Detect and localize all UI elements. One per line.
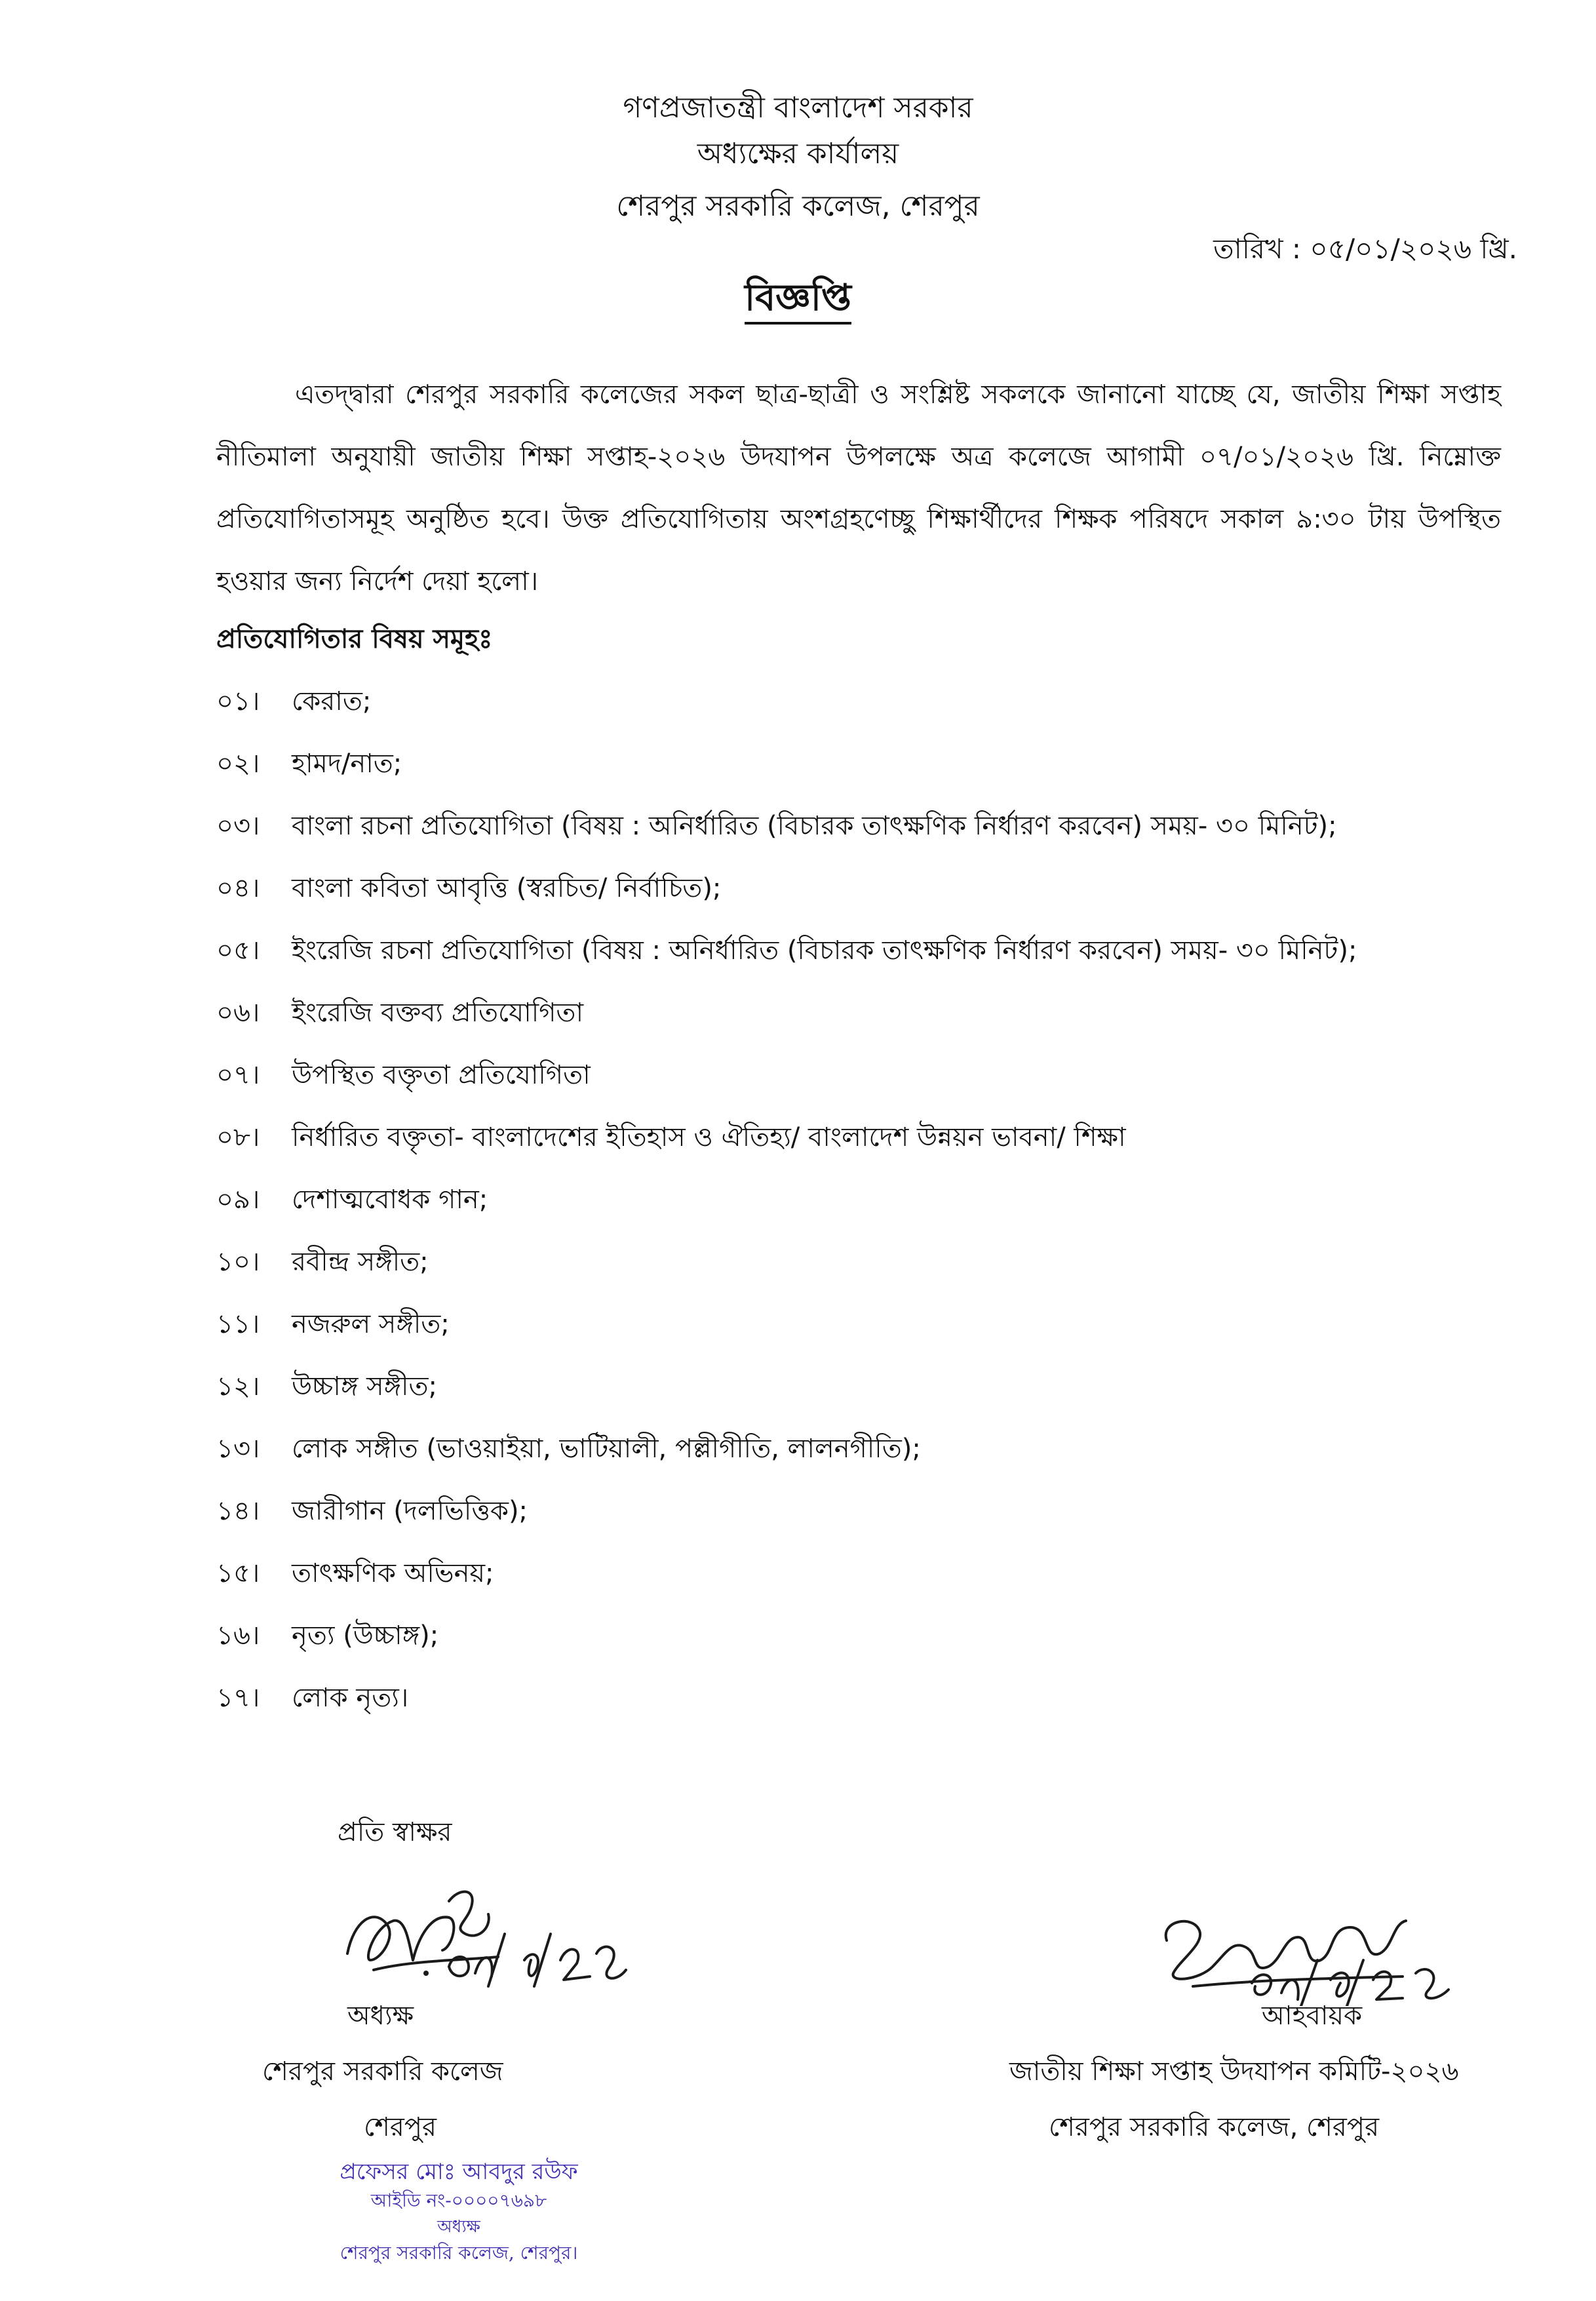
item-text: নির্ধারিত বক্তৃতা- বাংলাদেশের ইতিহাস ও ঐতিহ্য/ বাংলাদেশ উন্নয়ন ভাবনা/ শিক্ষা [292,1122,1126,1152]
item-text: নজরুল সঙ্গীত; [292,1309,450,1339]
item-text: লোক সঙ্গীত (ভাওয়াইয়া, ভাটিয়ালী, পল্লীগীতি, লালনগীতি); [292,1434,921,1464]
list-item [216,1180,1501,1242]
list-item [216,1242,1501,1305]
item-number: ০৩। [216,811,260,841]
convener-signature [1154,1901,1494,2006]
convener-committee: জাতীয় শিক্ষা সপ্তাহ উদযাপন কমিটি-২০২৬ [1009,2056,1459,2087]
list-item [216,1118,1501,1180]
college-title: শেরপুর সরকারি কলেজ, শেরপুর [616,189,980,223]
list-item [216,682,1501,744]
item-text: জারীগান (দলভিত্তিক); [292,1496,528,1526]
countersign-label: প্রতি স্বাক্ষর [338,1817,452,1847]
item-text: বাংলা কবিতা আবৃত্তি (স্বরচিত/ নির্বাচিত); [292,873,722,903]
stamp-name: প্রফেসর মোঃ আবদুর রউফ [340,2159,578,2185]
list-item [216,744,1501,806]
list-item [216,1491,1501,1554]
item-number: ১২। [216,1371,260,1402]
convener-college: শেরপুর সরকারি কলেজ, শেরপুর [1049,2112,1380,2142]
item-text: উচ্চাঙ্গ সঙ্গীত; [292,1371,437,1402]
item-text: দেশাত্মবোধক গান; [292,1185,488,1215]
list-item [216,806,1501,869]
item-text: ইংরেজি রচনা প্রতিযোগিতা (বিষয় : অনির্ধারিত (বিচারক তাৎক্ষণিক নির্ধারণ করবেন) সময়- ৩০ মিনিট); [292,935,1357,966]
item-text: বাংলা রচনা প্রতিযোগিতা (বিষয় : অনির্ধারিত (বিচারক তাৎক্ষণিক নির্ধারণ করবেন) সময়- ৩০ মিনিট); [292,811,1337,841]
list-item [216,1429,1501,1491]
item-number: ১৪। [216,1496,260,1526]
item-number: ০৮। [216,1122,260,1152]
official-stamp [295,2157,623,2267]
item-text: কেরাত; [292,686,372,717]
office-title: অধ্যক্ষের কার্যালয় [697,137,899,170]
item-number: ০২। [216,749,260,779]
topics-heading: প্রতিযোগিতার বিষয় সমূহঃ [216,624,493,654]
stamp-college: শেরপুর সরকারি কলেজ, শেরপুর। [340,2242,578,2264]
item-number: ০৯। [216,1185,260,1215]
principal-signature [334,1862,701,1993]
notice-date: তারিখ : ০৫/০১/২০২৬ খ্রি. [1213,233,1517,265]
item-number: ১৫। [216,1558,260,1588]
item-number: ০৭। [216,1060,260,1090]
stamp-id: আইডি নং-০০০০৭৬৯৮ [370,2190,547,2211]
list-item [216,993,1501,1055]
item-number: ১৭। [216,1683,260,1713]
list-item [216,1678,1501,1740]
list-item [216,1055,1501,1118]
principal-college: শেরপুর সরকারি কলেজ [262,2056,503,2087]
item-number: ১১। [216,1309,260,1339]
convener-title: আহবায়ক [1262,2001,1363,2031]
list-item [216,1554,1501,1616]
item-number: ০৬। [216,998,260,1028]
principal-title: অধ্যক্ষ [347,2001,414,2031]
notice-title [0,272,1596,324]
competition-list [216,682,1501,1740]
item-number: ১৬। [216,1621,260,1651]
notice-body: এতদ্দ্বারা শেরপুর সরকারি কলেজের সকল ছাত্র-ছাত্রী ও সংশ্লিষ্ট সকলকে জানানো যাচ্ছে যে, জাতীয় শিক্ষা সপ্তাহ নীতিমালা অনুযায়ী জাতীয় শিক্ষা সপ্তাহ-২০২৬ উদযাপন উপলক্ষে অত্র কলেজে আগামী ০৭/০১/২০২৬ খ্রি. নিম্নোক্ত প্রতিযোগিতাসমূহ অনুষ্ঠিত হবে। উক্ত প্রতিযোগিতায় অংশগ্রহণেচ্ছু শিক্ষার্থীদের শিক্ষক পরিষদে সকাল ৯:৩০ টায় উপস্থিত হওয়ার জন্য নির্দেশ দেয়া হলো। [216,380,1501,597]
item-number: ১০। [216,1247,260,1277]
item-number: ০৫। [216,935,260,966]
stamp-title: অধ্যক্ষ [437,2217,480,2237]
item-text: ইংরেজি বক্তব্য প্রতিযোগিতা [292,998,584,1028]
item-number: ০৪। [216,873,260,903]
item-text: তাৎক্ষণিক অভিনয়; [292,1558,494,1588]
item-number: ০১। [216,686,260,717]
list-item [216,869,1501,931]
notice-title-text: বিজ্ঞপ্তি [745,277,851,324]
item-number: ১৩। [216,1434,260,1464]
government-title: গণপ্রজাতন্ত্রী বাংলাদেশ সরকার [623,91,973,125]
item-text: রবীন্দ্র সঙ্গীত; [292,1247,429,1277]
item-text: লোক নৃত্য। [292,1683,409,1713]
principal-town: শেরপুর [364,2112,437,2142]
list-item [216,1616,1501,1678]
item-text: নৃত্য (উচ্চাঙ্গ); [292,1621,439,1651]
item-text: হামদ/নাত; [292,749,402,779]
item-text: উপস্থিত বক্তৃতা প্রতিযোগিতা [292,1060,591,1090]
list-item [216,1305,1501,1367]
list-item [216,931,1501,993]
list-item [216,1367,1501,1429]
